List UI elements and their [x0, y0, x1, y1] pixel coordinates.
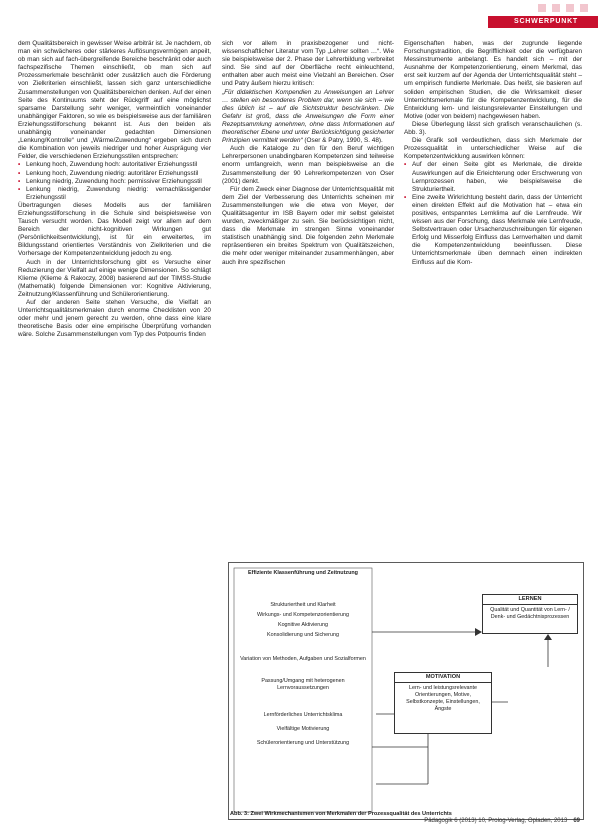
journal-reference: Pädagogik 6 (2013) 10, Prolog-Verlag, Opladen, 2013 [424, 818, 568, 824]
quality-item: Vielfältige Motivierung [276, 726, 330, 732]
figure-diagram [228, 562, 584, 827]
lernen-box [482, 594, 578, 634]
paragraph: sich vor allem in praxisbezogener und nicht-wissenschaftlicher Literatur vom Typ „Lehrer sollten …“. Wie sie beispielsweise der 2. Phase der Lehrerbildung verbreitet sind. Sie sind auf der Oberfläche recht einleuchtend, enthalten aber auch meist eine Vielzahl an Bereichen. Oser und Patry äußern hierzu kritisch: [222, 40, 394, 88]
text-column-2 [222, 40, 394, 267]
quality-item: Kognitive Aktivierung [277, 622, 329, 628]
list-item: • Eine zweite Wirkrichtung besteht darin, dass der Unterricht einen direkten Effekt auf die Motivation hat – etwa ein positives, entspanntes Lernklima auf die Lernfreude. Wir wissen aus der Forschung, dass Merkmale wie Lernfreude, Selbstvertrauen oder Ursachenzuschreibungen für eigenen Erfolg und Misserfolg Einfluss das Lernverhalten und damit die Kompetenzentwicklung beeinflussen. Diese Unterrichtsmerkmale üben demnach einen indirekten Einfluss auf die Kom- [404, 194, 582, 267]
quality-item: Schülerorientierung und Unterstützung [256, 740, 350, 746]
paragraph: Auf der anderen Seite stehen Versuche, die Vielfalt an Unterrichtsqualitätsmerkmalen durch enorme Checklisten von 20 oder mehr und jenem gerecht zu werden, ohne dass eine klare theoretische Basis oder eine empirische Überprüfung vorhanden wäre. Solche Zusammenstellungen vom Typ des Potpourris finden [18, 299, 211, 339]
bullet-list [18, 161, 211, 201]
motivation-text: Lern- und leistungsrelevante Orientierungen, Motive, Selbstkonzepte, Einstellungen, Ängste [406, 685, 480, 712]
quality-item: Variation von Methoden, Aufgaben und Sozialformen [240, 656, 366, 662]
page-number: 69 [573, 818, 580, 824]
paragraph: Übertragungen dieses Modells aus der familiären Erziehungsstilforschung in die Schule sind beispielsweise von Tausch versucht worden. Das Modell zeigt vor allem auf dem Bereich der nicht-kognitiven Wirkungen gut (Persönlichkeitsentwicklung), ist für ein erweitertes, im Bildungsstand orientiertes Verständnis von Zielkriterien und die Vorhersage der Kompetenzentwicklung jedoch zu eng. [18, 201, 211, 258]
list-item: • Lenkung niedrig, Zuwendung niedrig: vernachlässigender Erziehungsstil [18, 186, 211, 202]
decor-square [538, 4, 546, 12]
quote-reference: (Oser & Patry, 1990, S. 48). [304, 137, 383, 145]
quality-item: Lernförderliches Unterrichtsklima [263, 712, 343, 718]
list-item: • Lenkung hoch, Zuwendung niedrig: autoritärer Erziehungsstil [18, 170, 211, 178]
section-label: SCHWERPUNKT [513, 18, 579, 25]
paragraph: Diese Überlegung lässt sich grafisch veranschaulichen (s. Abb. 3). [404, 120, 582, 137]
paragraph: Für dem Zweck einer Diagnose der Unterrichtsqualität mit dem Ziel der Verbesserung des Unterrichts scheinen mir Zusammenstellungen wie die etwa von Meyer, der Qualitätsagentur im ISB Bayern oder mir selbst geleistet wurden, zweckmäßiger zu sein. Sie berücksichtigen nicht, dass die Merkmale im strengen Sinne voneinander statistisch unabhängig sind. Die folgenden zehn Merkmale repräsentieren ein breites Spektrum von Qualitätszeichen, die mehr oder weniger miteinander zusammenhängen, aber auch ihre spezifischen [222, 185, 394, 266]
quality-item: Konsolidierung und Sicherung [267, 632, 339, 638]
paragraph: dem Qualitätsbereich in gewisser Weise arbiträr ist. Je nachdem, ob man ein schwächeres oder stärkeres Auflösungsvermögen anpeilt, ob man sich auf fach-übergreifende Bereiche beschränkt oder auch fachspezifische Themen einschließt, ob man sich auf Prozessmerkmale beschränkt oder zusätzlich auch die Förderung von Zielkriterien einschließt, lassen sich ganz unterschiedliche Zusammenstellungen von Qualitätsbereichen denken. Auf der einen Seite des Kontinuums steht der Rückgriff auf eine möglichst sparsame Darstellung sehr weniger, vermeintlich voneinander unabhängiger Faktoren, so wie es beispielsweise aus der familiären Erziehungsstilforschung bekannt ist. Aus den beiden als unabhängig voneinander gedachten Dimensionen „Lenkung/Kontrolle“ und „Wärme/Zuwendung“ ergeben sich durch die Kombination von jeweils niedriger und hoher Ausprägung vier Felder, die verschiedenen Erziehungsstilen entsprechen: [18, 40, 211, 161]
paragraph: Auch die Kataloge zu den für den Beruf wichtigen Lehrerpersonen unabdingbaren Kompetenzen sind teilweise enorm umfangreich, wenn man beispielsweise an die Zusammenstellung der 90 Lehrerkompetenzen von Oser (2001) denkt. [222, 145, 394, 185]
lernen-title: LERNEN [483, 595, 577, 605]
paragraph: Eigenschaften haben, was der zugrunde liegende Forschungstradition, die Begrifflichkeit oder die verfügbaren Messinstrumente anbelangt. Es handelt sich – mit der Ausnahme der Kompetenzorientierung, einem Merkmal, das erst seit kurzem auf der Agenda der Unterrichtsqualität steht – um empirisch fundierte Merkmale. Das heißt, sie basieren auf soliden empirischen Studien, die die Wirksamkeit dieser Unterrichtsmerkmale für die Kompetenzentwicklung, für die Entwicklung lern- und leistungsrelevanter Einstellungen und Motive (oder von beidem) nachgewiesen haben. [404, 40, 582, 120]
quote [222, 89, 394, 146]
motivation-box [394, 672, 492, 734]
quote-text: „Für didaktischen Kompendien zu Anweisungen an Lehrer … stellen ein besonderes Problem dar, wenn sie sich – wie dies üblich ist – auf die Sichtstruktur beschränken. Die Gefahr ist groß, dass die Anweisungen die Form einer Rezeptsammlung annehmen, ohne dass Informationen auf theoretischer Ebene und unter Berücksichtigung gesicherter Prinzipien vermittelt werden“ [222, 88, 394, 145]
group-top-label: Effiziente Klassenführung und Zeitnutzung [248, 570, 358, 576]
list-item: • Auf der einen Seite gibt es Merkmale, die direkte Auswirkungen auf die Erleichterung oder Erschwerung von Lernprozessen haben, wie beispielsweise die Strukturiertheit. [404, 161, 582, 193]
decor-square [552, 4, 560, 12]
paragraph: Auch in der Unterrichtsforschung gibt es Versuche einer Reduzierung der Vielfalt auf einige wenige Dimensionen. So schlägt Klieme (Klieme & Rakoczy, 2008) basierend auf der TIMSS-Studie (Mathematik) folgende Dimensionen vor: Kognitive Aktivierung, Zeitnutzung/Klassenführung und Schülerorientierung. [18, 258, 211, 298]
page-footer [340, 818, 580, 824]
page-header [0, 0, 598, 28]
motivation-title: MOTIVATION [395, 673, 491, 683]
list-item: • Lenkung niedrig, Zuwendung hoch: permissiver Erziehungsstil [18, 178, 211, 186]
arrow-head [475, 628, 482, 636]
decor-square [566, 4, 574, 12]
arrow-head [544, 634, 552, 640]
quality-item: Strukturiertheit und Klarheit [270, 602, 336, 608]
figure-caption: Abb. 3: Zwei Wirkmechanismen von Merkmalen der Prozessqualität des Unterrichts [230, 811, 452, 817]
list-item: • Lenkung hoch, Zuwendung hoch: autoritativer Erziehungsstil [18, 161, 211, 169]
paragraph: Die Grafik soll verdeutlichen, dass sich Merkmale der Prozessqualität in unterschiedlicher Weise auf die Kompetenzentwicklung auswirken können: [404, 137, 582, 161]
text-column-3 [404, 40, 582, 267]
bullet-list [404, 161, 582, 266]
text-column-1 [18, 40, 211, 339]
decor-square [580, 4, 588, 12]
quality-item: Wirkungs- und Kompetenzorientierung [257, 612, 349, 618]
quality-item: Passung/Umgang mit heterogenen Lernvoraussetzungen [261, 678, 345, 691]
lernen-text: Qualität und Quantität von Lern- / Denk- und Gedächtnisprozessen [490, 607, 570, 620]
